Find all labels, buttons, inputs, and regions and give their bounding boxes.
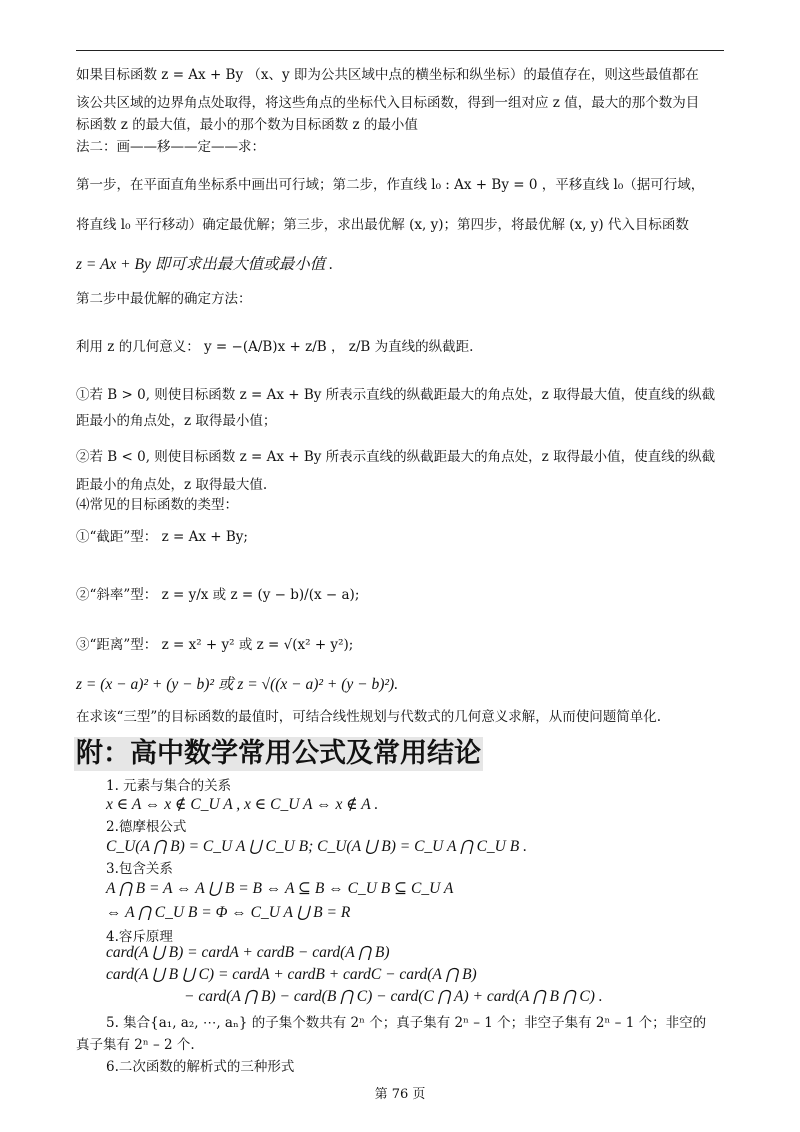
formula-line: 5. 集合{a₁, a₂, ⋯, aₙ} 的子集个数共有 2ⁿ 个；真子集有 2ⁿ – 1 个；非空子集有 2ⁿ – 1 个；非空的 — [106, 1015, 707, 1031]
formula-line: card(A ⋃ B ⋃ C) = cardA + cardB + cardC − card(A ⋂ B) — [106, 966, 477, 983]
text-line: 法二：画——移——定——求： — [76, 139, 265, 155]
text-line: 标函数 z 的最大值，最小的那个数为目标函数 z 的最小值 — [76, 117, 418, 133]
formula-label: 6.二次函数的解析式的三种形式 — [106, 1059, 295, 1075]
text-line: 利用 z 的几何意义： y = −(A/B)x + z/B ， z/B 为直线的纵截距. — [76, 339, 474, 355]
formula-line: C_U(A ⋂ B) = C_U A ⋃ C_U B; C_U(A ⋃ B) = C_U A ⋂ C_U B . — [106, 838, 527, 855]
formula-label: 1. 元素与集合的关系 — [106, 778, 232, 794]
text-line: 距最小的角点处，z 取得最小值； — [76, 413, 277, 429]
formula-label: 3.包含关系 — [106, 861, 173, 877]
text-line: z = Ax + By 即可求出最大值或最小值 . — [76, 256, 333, 273]
text-line: 第一步，在平面直角坐标系中画出可行域；第二步，作直线 l₀ : Ax + By = 0 ，平移直线 l₀（据可行域， — [76, 177, 705, 193]
text-line: z = (x − a)² + (y − b)² 或 z = √((x − a)² + (y − b)²). — [76, 676, 399, 693]
text-line: ③“距离”型： z = x² + y² 或 z = √(x² + y²); — [76, 637, 354, 653]
formula-line: − card(A ⋂ B) − card(B ⋂ C) − card(C ⋂ A) + card(A ⋂ B ⋂ C) . — [184, 988, 603, 1005]
text-line: ①“截距”型： z = Ax + By; — [76, 529, 248, 545]
formula-line: ⇔ A ⋂ C_U B = Φ ⇔ C_U A ⋃ B = R — [106, 904, 351, 921]
text-line: 距最小的角点处，z 取得最大值. — [76, 477, 268, 493]
header-rule — [76, 50, 724, 51]
text-line: 该公共区域的边界角点处取得，将这些角点的坐标代入目标函数，得到一组对应 z 值，最大的那个数为目 — [76, 95, 700, 111]
formula-label: 2.德摩根公式 — [106, 819, 187, 835]
page-number: 第 76 页 — [374, 1087, 426, 1102]
text-line: 在求该“三型”的目标函数的最值时，可结合线性规划与代数式的几何意义求解，从而使问题简单化. — [76, 709, 662, 725]
text-line: 将直线 l₀ 平行移动）确定最优解；第三步，求出最优解 (x, y)；第四步，将最优解 (x, y) 代入目标函数 — [76, 217, 689, 233]
text-line: ①若 B > 0, 则使目标函数 z = Ax + By 所表示直线的纵截距最大的角点处，z 取得最大值，使直线的纵截 — [76, 387, 716, 403]
formula-line: A ⋂ B = A ⇔ A ⋃ B = B ⇔ A ⊆ B ⇔ C_U B ⊆ C_U A — [106, 880, 454, 897]
text-line: ②若 B < 0, 则使目标函数 z = Ax + By 所表示直线的纵截距最大的角点处，z 取得最小值，使直线的纵截 — [76, 449, 716, 465]
text-line: ②“斜率”型： z = y/x 或 z = (y − b)/(x − a); — [76, 587, 360, 603]
text-line: ⑷常见的目标函数的类型： — [76, 497, 238, 513]
formula-label: 4.容斥原理 — [106, 929, 173, 945]
formula-line: 真子集有 2ⁿ – 2 个. — [76, 1037, 195, 1053]
section-heading: 附：高中数学常用公式及常用结论 — [76, 738, 481, 769]
formula-line: card(A ⋃ B) = cardA + cardB − card(A ⋂ B) — [106, 944, 390, 961]
text-line: 第二步中最优解的确定方法： — [76, 291, 252, 307]
formula-line: x ∈ A ⇔ x ∉ C_U A , x ∈ C_U A ⇔ x ∉ A . — [106, 796, 379, 813]
text-line: 如果目标函数 z = Ax + By （x、y 即为公共区域中点的横坐标和纵坐标）的最值存在，则这些最值都在 — [76, 67, 699, 83]
